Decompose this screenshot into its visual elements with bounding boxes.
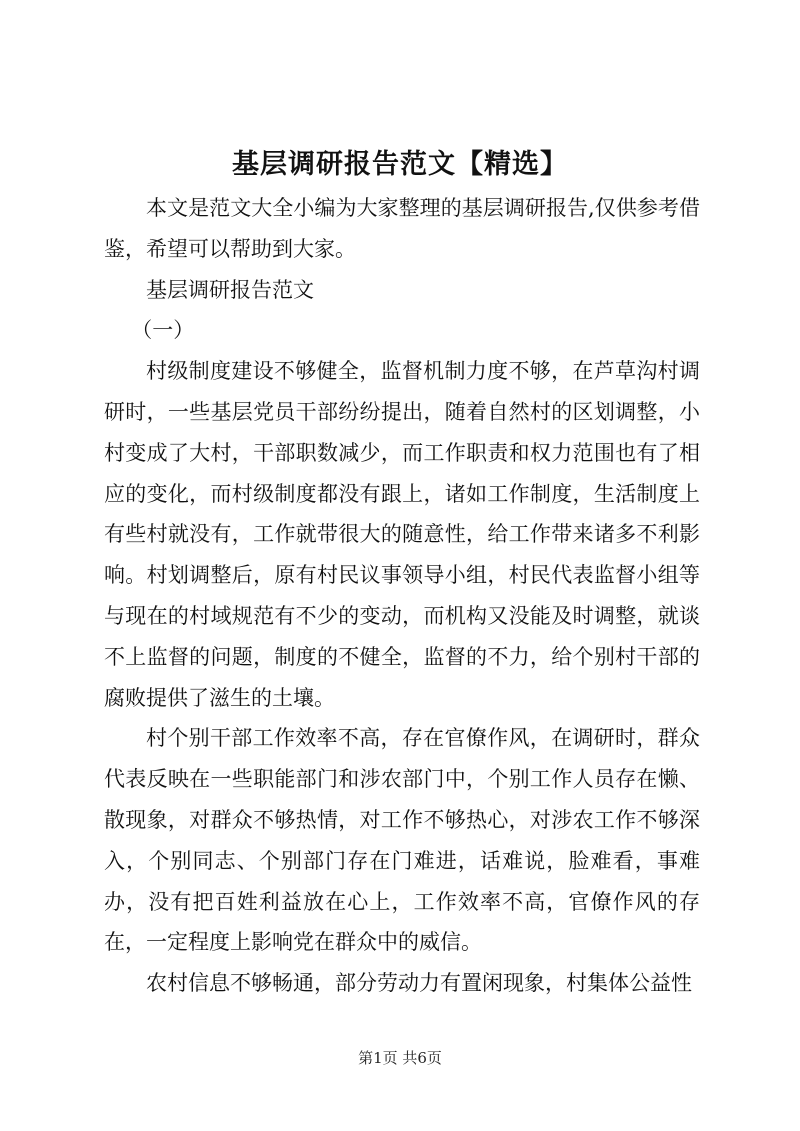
section-number: （一） [131, 318, 195, 343]
document-body [104, 188, 700, 1004]
body-paragraph-2: 村个别干部工作效率不高，存在官僚作风，在调研时，群众代表反映在一些职能部门和涉农部门中，个别工作人员存在懒、散现象，对群众不够热情，对工作不够热心，对涉农工作不够深入，个别同志、个别部门存在门难进，话难说，脸难看，事难办，没有把百姓利益放在心上，工作效率不高，官僚作风的存在，一定程度上影响党在群众中的威信。 [104, 726, 700, 955]
document-title: 基层调研报告范文【精选】 [232, 149, 568, 180]
body-paragraph-3: 农村信息不够畅通，部分劳动力有置闲现象，村集体公益性 [146, 971, 692, 996]
page-footer: 第1页 共6页 [358, 1049, 442, 1067]
body-paragraph-1: 村级制度建设不够健全，监督机制力度不够，在芦草沟村调研时，一些基层党员干部纷纷提出，随着自然村的区划调整，小村变成了大村，干部职数减少，而工作职责和权力范围也有了相应的变化，而村级制度都没有跟上，诸如工作制度，生活制度上有些村就没有，工作就带很大的随意性，给工作带来诸多不利影响。村划调整后，原有村民议事领导小组，村民代表监督小组等与现在的村域规范有不少的变动，而机构又没能及时调整，就谈不上监督的问题，制度的不健全，监督的不力，给个别村干部的腐败提供了滋生的土壤。 [104, 359, 700, 710]
document-subtitle: 基层调研报告范文 [146, 277, 314, 302]
intro-paragraph: 本文是范文大全小编为大家整理的基层调研报告,仅供参考借鉴，希望可以帮助到大家。 [104, 196, 700, 261]
